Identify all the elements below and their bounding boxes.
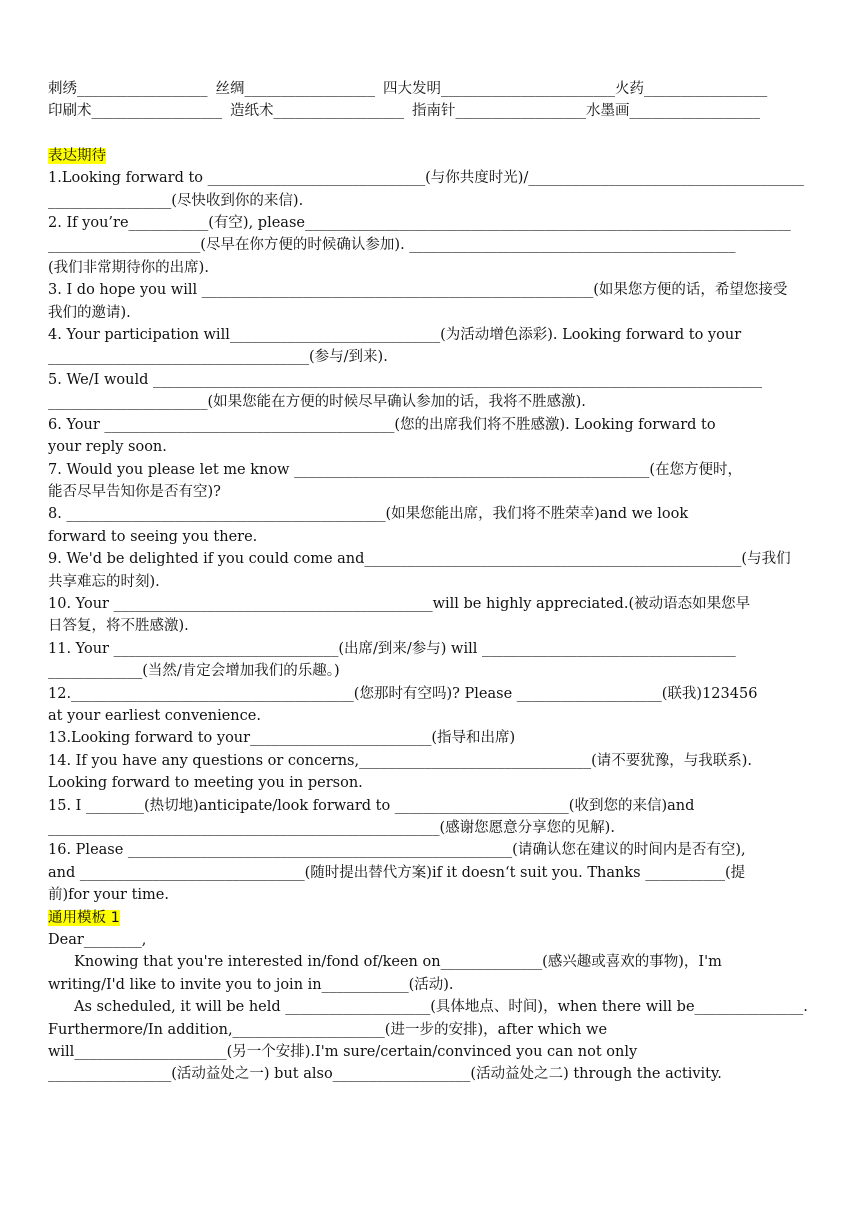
vocab-item: 刺绣__________________ xyxy=(48,81,208,97)
section-heading-template xyxy=(48,907,812,929)
sentence-line: 6. Your ________________________________________(您的出席我们将不胜感激). Looking forward to xyxy=(48,416,716,433)
expectation-sentences xyxy=(48,167,812,906)
sentence-line: your reply soon. xyxy=(48,439,167,456)
sentence-line: 日答复，将不胜感激). xyxy=(48,618,189,635)
sentence-line: ____________________________________(参与/到来). xyxy=(48,349,388,366)
sentence-line: 7. Would you please let me know _________________________________________________(在您方便时， xyxy=(48,461,742,478)
vocab-row-1 xyxy=(48,78,812,100)
vocab-row-2 xyxy=(48,100,812,122)
sentence-line: and _______________________________(随时提出替代方案)if it doesn‘t suit you. Thanks ___________(提 xyxy=(48,864,746,881)
vocab-item: 丝绸__________________ xyxy=(215,81,375,97)
sentence-line: _________________(尽快收到你的来信). xyxy=(48,192,304,209)
document-page xyxy=(48,78,812,1086)
sentence-line: ______________________(如果您能在方便的时候尽早确认参加的话，我将不胜感激). xyxy=(48,394,586,411)
sentence-line: 3. I do hope you will ______________________________________________________(如果您方便的话，希望您接受 xyxy=(48,282,788,299)
template-line: Dear________, xyxy=(48,932,147,949)
template-line: Furthermore/In addition,_____________________(进一步的安排)，after which we xyxy=(48,1021,608,1038)
highlighted-heading: 表达期待 xyxy=(48,147,106,164)
spacer xyxy=(48,123,812,145)
sentence-line: 16. Please _____________________________________________________(请确认您在建议的时间内是否有空), xyxy=(48,842,746,859)
sentence-line: 15. I ________(热切地)anticipate/look forward to ________________________(收到您的来信)and xyxy=(48,797,695,814)
letter-template xyxy=(48,929,812,1086)
vocab-item: 造纸术__________________ xyxy=(230,103,404,120)
vocab-item: 四大发明________________________火药_________________ xyxy=(383,81,768,97)
vocab-item: 指南针__________________水墨画__________________ xyxy=(412,103,760,120)
template-line: will_____________________(另一个安排).I'm sure/certain/convinced you can not only xyxy=(48,1044,638,1061)
sentence-line: 4. Your participation will_____________________________(为活动增色添彩). Looking forward to your xyxy=(48,327,742,344)
vocab-item: 印刷术__________________ xyxy=(48,103,222,120)
sentence-line: 能否尽早告知你是否有空)? xyxy=(48,483,221,500)
template-line: As scheduled, it will be held ____________________(具体地点、时间)，when there will be_______________. xyxy=(74,999,808,1016)
sentence-line: 14. If you have any questions or concerns,________________________________(请不要犹豫，与我联系). xyxy=(48,752,753,769)
template-line: writing/I'd like to invite you to join in____________(活动). xyxy=(48,976,454,993)
sentence-line: Looking forward to meeting you in person. xyxy=(48,775,363,792)
sentence-line: _____________________(尽早在你方便的时候确认参加). _____________________________________________ xyxy=(48,237,736,254)
sentence-line: _____________(当然/肯定会增加我们的乐趣。) xyxy=(48,663,340,680)
sentence-line: ______________________________________________________(感谢您愿意分享您的见解). xyxy=(48,820,615,836)
sentence-line: 5. We/I would ____________________________________________________________________________________ xyxy=(48,371,762,388)
sentence-line: 共享难忘的时刻). xyxy=(48,573,160,590)
highlighted-heading: 通用模板 1 xyxy=(48,909,120,926)
template-line: Knowing that you're interested in/fond of/keen on______________(感兴趣或喜欢的事物)，I'm xyxy=(74,954,722,971)
sentence-line: 13.Looking forward to your_________________________(指导和出席) xyxy=(48,730,516,747)
sentence-line: 前)for your time. xyxy=(48,887,169,904)
sentence-line: 10. Your ____________________________________________will be highly appreciated.(被动语态如果您早 xyxy=(48,595,751,612)
sentence-line: 8. ____________________________________________(如果您能出席，我们将不胜荣幸)and we look xyxy=(48,506,689,523)
sentence-line: 12._______________________________________(您那时有空吗)? Please ____________________(联我)123456 xyxy=(48,685,758,702)
sentence-line: 我们的邀请). xyxy=(48,304,131,321)
template-line: _________________(活动益处之一) but also___________________(活动益处之二) through the activity. xyxy=(48,1066,722,1083)
sentence-line: (我们非常期待你的出席). xyxy=(48,259,209,276)
sentence-line: 2. If you’re___________(有空), please___________________________________________________________________ xyxy=(48,215,791,232)
sentence-line: forward to seeing you there. xyxy=(48,528,258,545)
sentence-line: at your earliest convenience. xyxy=(48,707,261,724)
section-heading-expectation xyxy=(48,145,812,167)
sentence-line: 1.Looking forward to ______________________________(与你共度时光)/______________________________________ xyxy=(48,170,804,187)
sentence-line: 11. Your _______________________________(出席/到来/参与) will ___________________________________ xyxy=(48,640,736,657)
sentence-line: 9. We'd be delighted if you could come and____________________________________________________(与我们 xyxy=(48,551,791,568)
